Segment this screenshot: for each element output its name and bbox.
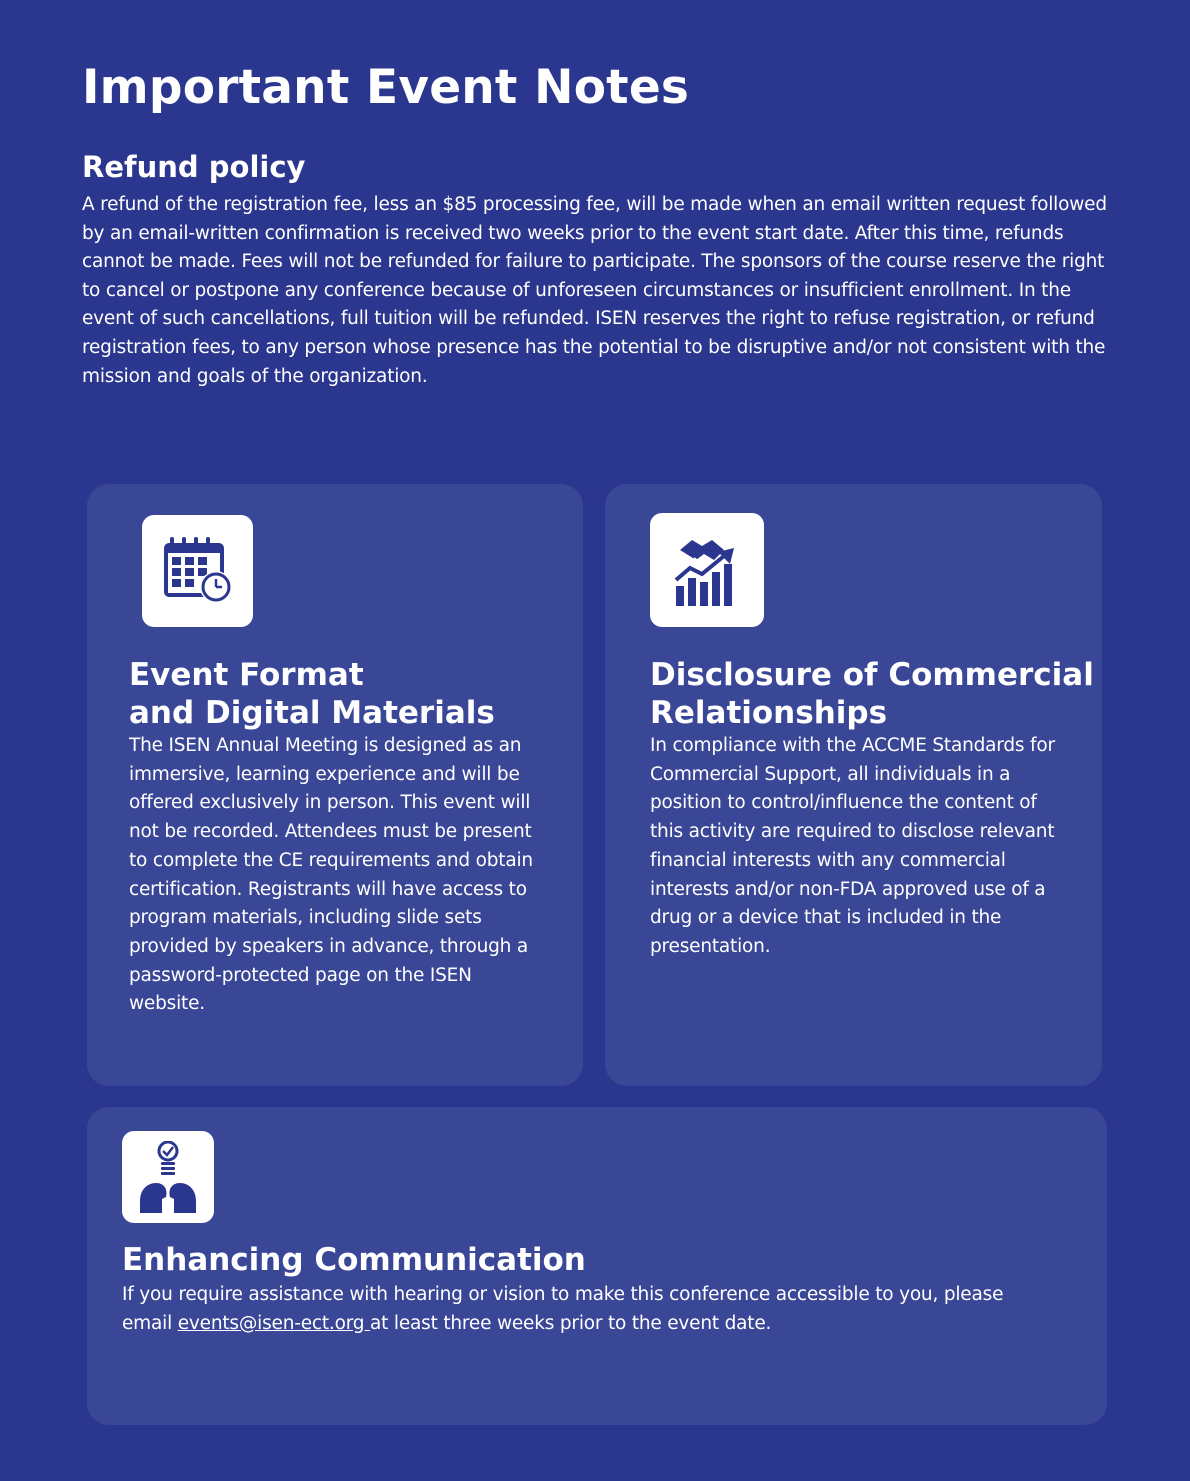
heading-line: and Digital Materials: [129, 695, 495, 731]
event-format-text: [129, 732, 569, 1019]
body-line: Commercial Support, all individuals in a: [650, 763, 1011, 785]
body-line: presentation.: [650, 935, 771, 957]
refund-line: cannot be made. Fees will not be refunded for failure to participate. The sponsors of the course reserve the right: [82, 251, 1105, 273]
body-line: The ISEN Annual Meeting is designed as an: [129, 735, 522, 756]
communication-text: [122, 1281, 1082, 1338]
body-line: offered exclusively in person. This event will: [129, 792, 531, 814]
refund-line: to cancel or postpone any conference because of unforeseen circumstances or insufficient enrollment. In the: [82, 279, 1071, 301]
heading-line: Relationships: [650, 695, 888, 731]
calendar-clock-icon: [142, 515, 253, 627]
disclosure-card: [605, 484, 1102, 1086]
body-line: drug or a device that is included in the: [650, 907, 1002, 929]
disclosure-heading: [650, 656, 1094, 732]
email-link[interactable]: events@isen-ect.org: [177, 1312, 371, 1334]
event-format-heading: [129, 656, 495, 732]
body-line: immersive, learning experience and will be: [129, 763, 520, 785]
heading-line: Disclosure of Commercial: [650, 657, 1094, 693]
body-line: If you require assistance with hearing or vision to make this conference accessible to you, please: [122, 1284, 1004, 1305]
body-line: financial interests with any commercial: [650, 849, 1006, 871]
body-line: [122, 1310, 1082, 1339]
body-line: website.: [129, 993, 205, 1015]
communication-heading: Enhancing Communication: [122, 1242, 586, 1278]
body-line: In compliance with the ACCME Standards for: [650, 735, 1055, 756]
email-prefix: email: [122, 1312, 178, 1334]
refund-policy-text: [82, 191, 1142, 391]
refund-line: event of such cancellations, full tuition will be refunded. ISEN reserves the right to refuse registration, or refund: [82, 308, 1095, 330]
body-line: password-protected page on the ISEN: [129, 964, 472, 986]
body-line: this activity are required to disclose relevant: [650, 821, 1055, 843]
event-format-card: [87, 484, 583, 1086]
refund-line: mission and goals of the organization.: [82, 365, 428, 387]
body-line: to complete the CE requirements and obtain: [129, 849, 533, 871]
refund-policy-heading: Refund policy: [82, 150, 306, 184]
body-line: provided by speakers in advance, through a: [129, 935, 528, 957]
body-line: interests and/or non-FDA approved use of a: [650, 878, 1046, 900]
email-suffix: at least three weeks prior to the event date.: [370, 1312, 772, 1334]
heading-line: Event Format: [129, 657, 364, 693]
body-line: certification. Registrants will have access to: [129, 878, 527, 900]
body-line: position to control/influence the content of: [650, 792, 1037, 814]
handshake-growth-chart-icon: [650, 513, 764, 627]
page-title: Important Event Notes: [82, 60, 690, 115]
refund-line: registration fees, to any person whose presence has the potential to be disruptive and/or not consistent with the: [82, 336, 1106, 358]
body-line: not be recorded. Attendees must be present: [129, 821, 532, 843]
refund-line: by an email-written confirmation is received two weeks prior to the event start date. After this time, refunds: [82, 222, 1064, 244]
communication-card: [87, 1107, 1107, 1425]
two-people-idea-icon: [122, 1131, 214, 1223]
disclosure-text: [650, 732, 1090, 962]
refund-line: A refund of the registration fee, less an $85 processing fee, will be made when an email written request followed: [82, 194, 1107, 215]
body-line: program materials, including slide sets: [129, 907, 482, 929]
